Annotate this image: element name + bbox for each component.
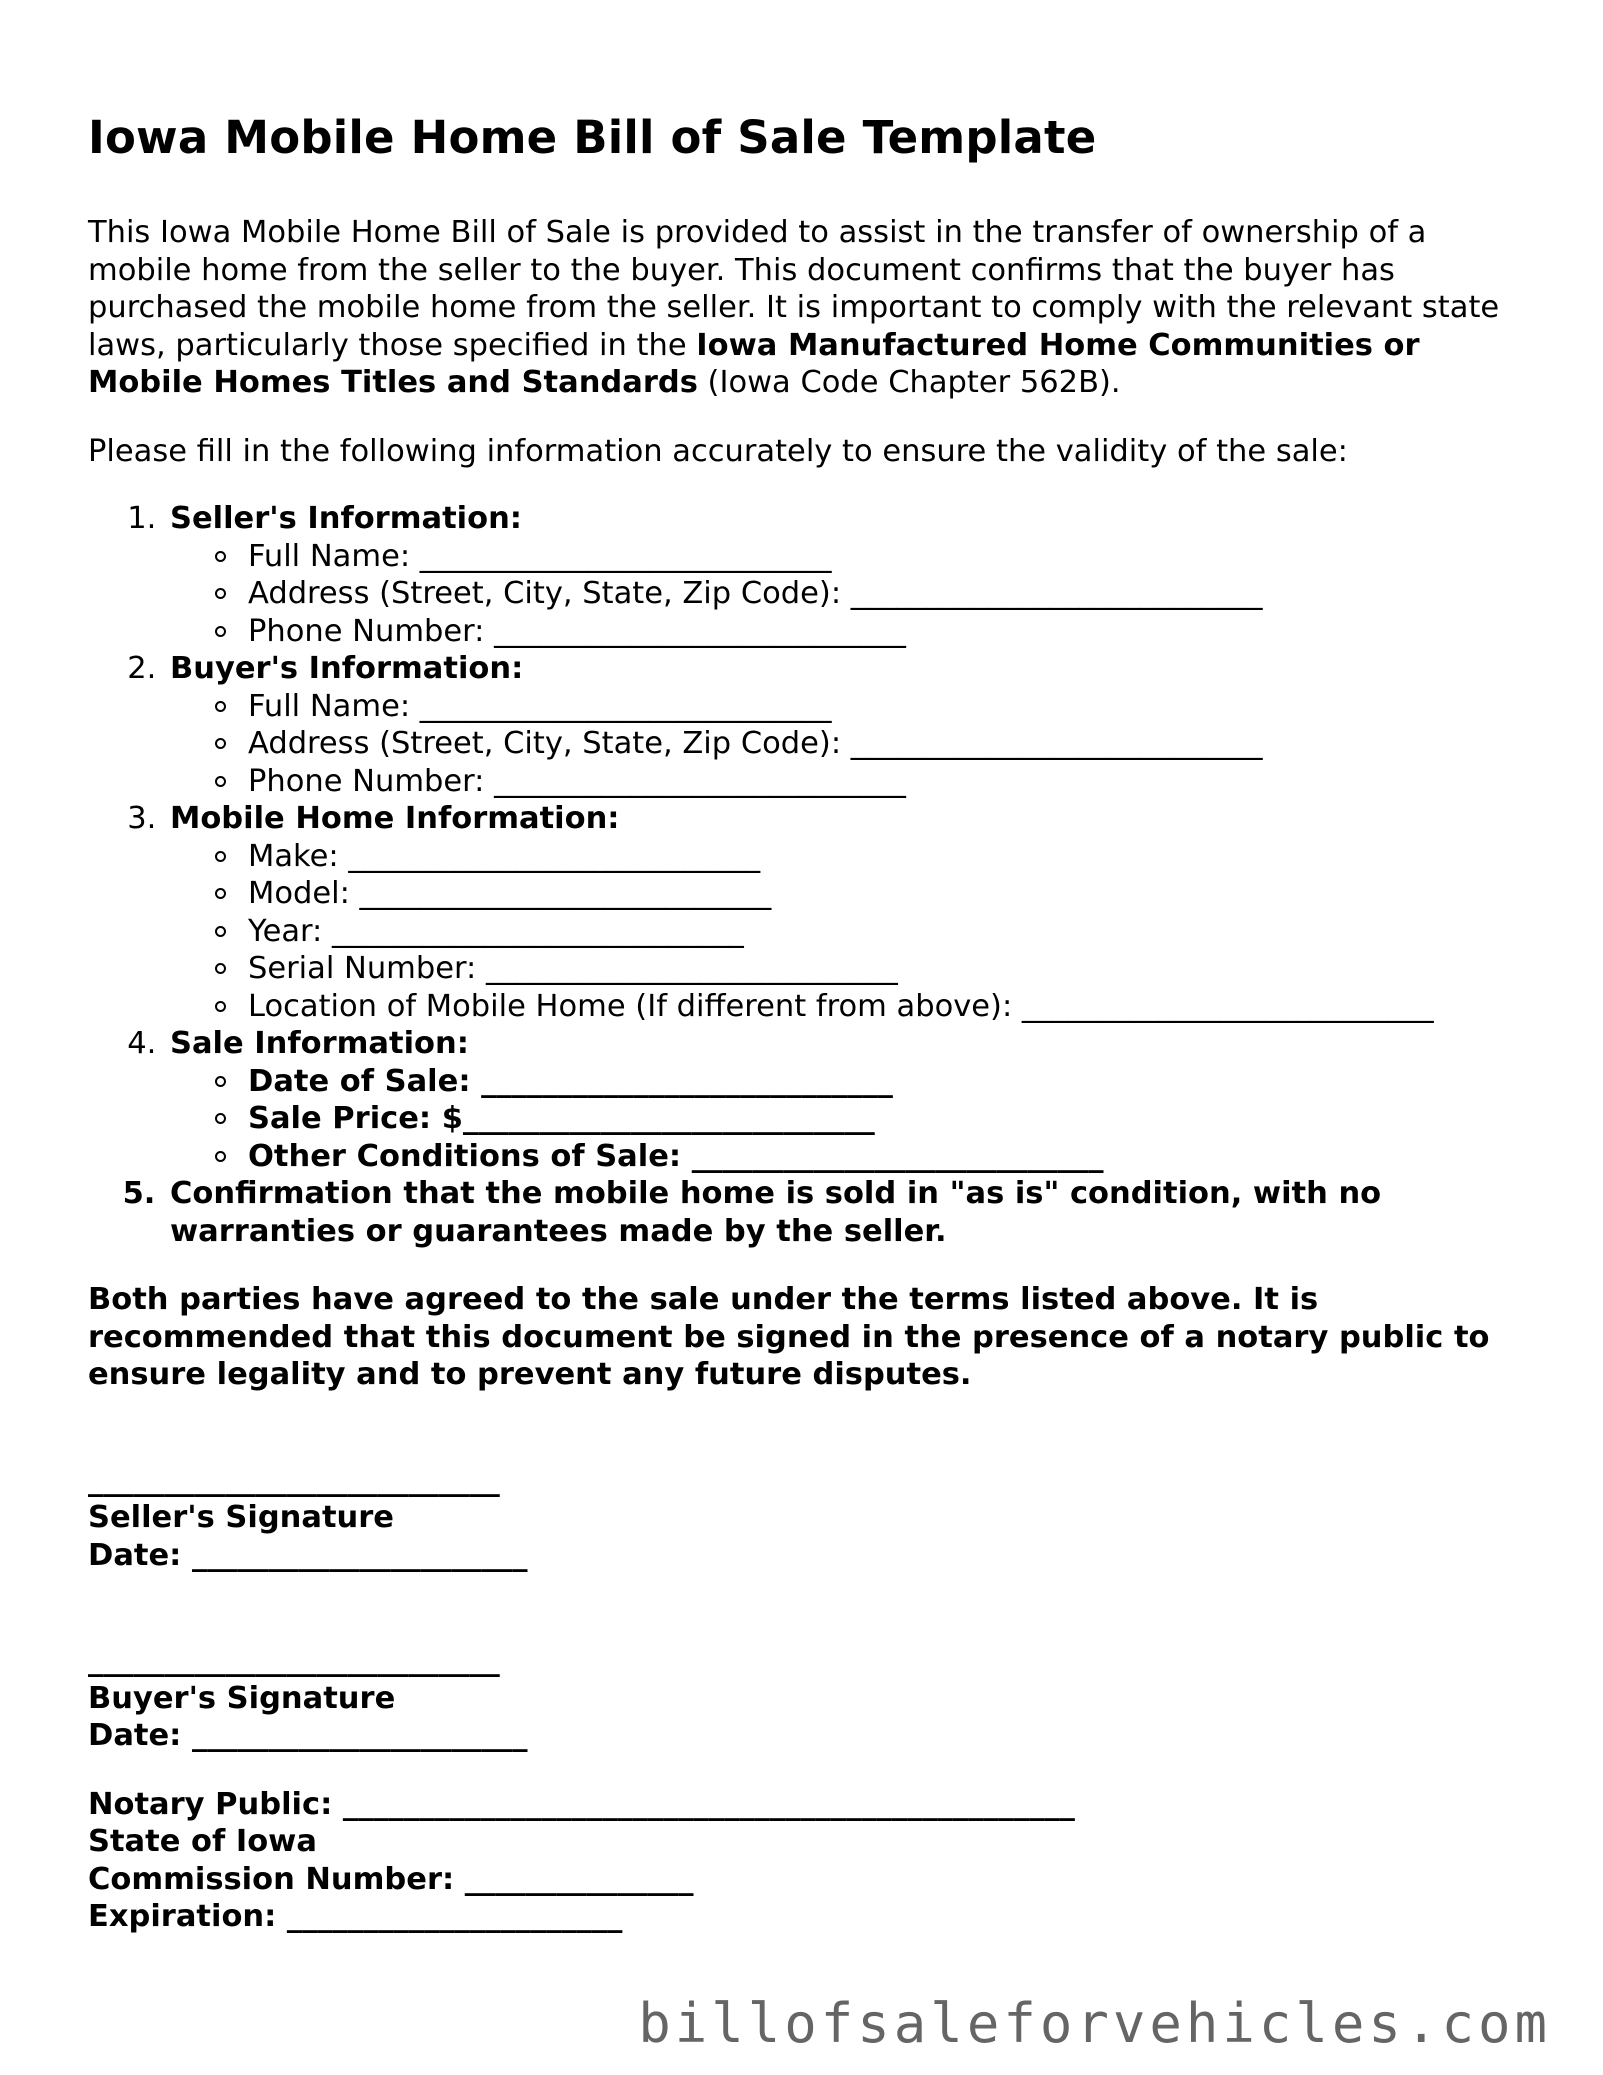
model-field[interactable]: Model: ___________________________ — [248, 875, 1508, 913]
date-of-sale-field[interactable]: Date of Sale: ___________________________ — [248, 1063, 1508, 1101]
year-field[interactable]: Year: ___________________________ — [248, 913, 1508, 951]
buyer-date-field[interactable]: Date: ______________________ — [88, 1718, 528, 1753]
section-seller — [166, 500, 1508, 650]
buyer-signature-block — [88, 1642, 1508, 1755]
mobile-home-fields — [170, 838, 1508, 1026]
seller-fields — [170, 538, 1508, 651]
seller-signature-line[interactable]: ___________________________ — [88, 1462, 500, 1498]
sale-price-field[interactable]: Sale Price: $___________________________ — [248, 1100, 1508, 1138]
section-mobile-home — [166, 800, 1508, 1025]
buyer-signature-label: Buyer's Signature — [88, 1680, 396, 1716]
buyer-phone-field[interactable]: Phone Number: ___________________________ — [248, 763, 1508, 801]
notary-public-field[interactable]: Notary Public: ________________________________________________ — [88, 1786, 1075, 1822]
intro-text-after: (Iowa Code Chapter 562B). — [697, 365, 1121, 400]
sale-fields — [170, 1063, 1508, 1176]
page-title: Iowa Mobile Home Bill of Sale Template — [88, 111, 1097, 164]
section-sale-title: Sale Information: — [170, 1026, 469, 1061]
seller-full-name-field[interactable]: Full Name: ___________________________ — [248, 538, 1508, 576]
serial-number-field[interactable]: Serial Number: ___________________________ — [248, 950, 1508, 988]
buyer-full-name-field[interactable]: Full Name: ___________________________ — [248, 688, 1508, 726]
intro-text-before: This Iowa Mobile Home Bill of Sale is provided to assist in the transfer of ownership of a mobile home from the seller to the buyer. This document confirms that the buyer has purchased the mobile home from the seller. It is important to comply with the relevant state laws, particularly those specified in the — [88, 215, 1500, 363]
other-conditions-field[interactable]: Other Conditions of Sale: ___________________________ — [248, 1138, 1508, 1176]
intro-paragraph — [88, 214, 1508, 402]
location-field[interactable]: Location of Mobile Home (If different from above): ___________________________ — [248, 988, 1508, 1026]
confirmation-text: Confirmation that the mobile home is sold in "as is" condition, with no warranties or guarantees made by the seller. — [170, 1176, 1382, 1249]
instruction-text: Please fill in the following information accurately to ensure the validity of the sale: — [88, 433, 1348, 469]
notary-state: State of Iowa — [88, 1824, 317, 1859]
section-buyer — [166, 650, 1508, 800]
section-mobile-home-title: Mobile Home Information: — [170, 801, 620, 836]
seller-date-field[interactable]: Date: ______________________ — [88, 1537, 528, 1573]
seller-address-field[interactable]: Address (Street, City, State, Zip Code): ___________________________ — [248, 575, 1508, 613]
buyer-address-field[interactable]: Address (Street, City, State, Zip Code): ___________________________ — [248, 725, 1508, 763]
law-name: Iowa Manufactured Home Communities or Mobile Homes Titles and Standards — [88, 327, 1420, 400]
buyer-signature-line[interactable]: ___________________________ — [88, 1643, 500, 1678]
seller-signature-block — [88, 1462, 1508, 1575]
commission-number-field[interactable]: Commission Number: _______________ — [88, 1861, 694, 1897]
closing-statement: Both parties have agreed to the sale under the terms listed above. It is recommended that this document be signed in the presence of a notary public to ensure legality and to prevent any future disputes. — [88, 1282, 1490, 1392]
section-sale — [166, 1025, 1508, 1175]
notary-block — [88, 1786, 1508, 1936]
section-seller-title: Seller's Information: — [170, 501, 522, 536]
document-page — [88, 108, 1508, 1936]
seller-phone-field[interactable]: Phone Number: ___________________________ — [248, 613, 1508, 651]
make-field[interactable]: Make: ___________________________ — [248, 838, 1508, 876]
expiration-field[interactable]: Expiration: ______________________ — [88, 1899, 623, 1934]
section-confirmation — [166, 1175, 1508, 1250]
section-buyer-title: Buyer's Information: — [170, 651, 524, 686]
website-watermark: billofsaleforvehicles.com — [638, 1992, 1551, 2055]
seller-signature-label: Seller's Signature — [88, 1500, 394, 1535]
form-sections-list — [88, 500, 1508, 1250]
buyer-fields — [170, 688, 1508, 801]
